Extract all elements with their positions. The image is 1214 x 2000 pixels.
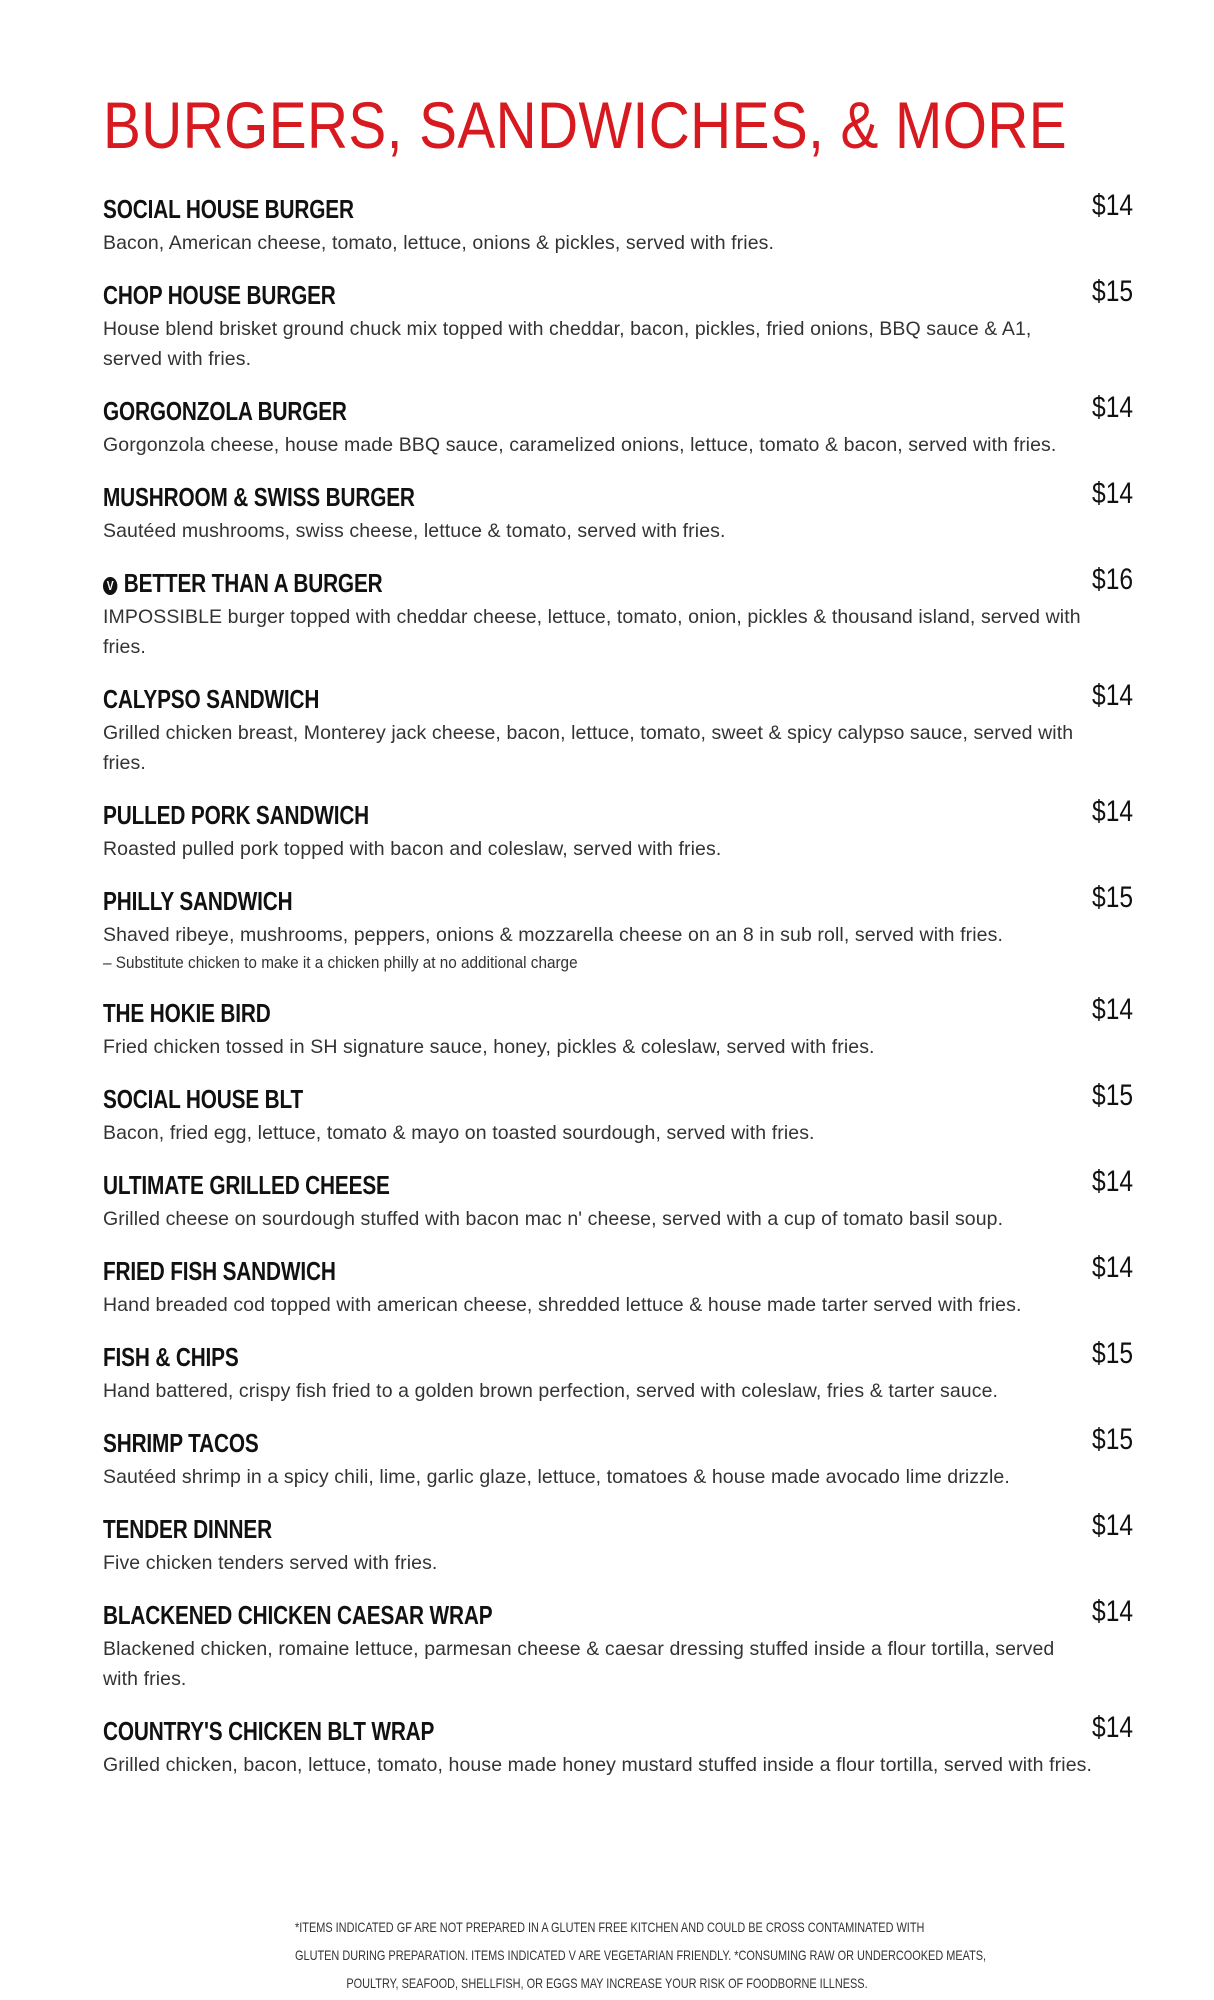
menu-item-name-text: FISH & CHIPS [103,1342,239,1372]
menu-item-price: $15 [1091,1423,1133,1456]
menu-item-price: $16 [1091,563,1133,596]
menu-item-header [103,993,1133,1030]
menu-item-header [103,275,1133,312]
menu-item [103,189,1133,258]
menu-item-name [103,1082,303,1116]
menu-item-header [103,1423,1133,1460]
menu-item-description: Blackened chicken, romaine lettuce, parmesan cheese & caesar dressing stuffed inside a flour tortilla, served with fries. [103,1638,1055,1690]
menu-item-price: $14 [1091,1509,1133,1542]
menu-item [103,679,1133,778]
menu-item-price: $15 [1091,275,1133,308]
menu-item-name [103,682,319,716]
footer-line: POULTRY, SEAFOOD, SHELLFISH, OR EGGS MAY INCREASE YOUR RISK OF FOODBORNE ILLNESS. [346,1975,868,1991]
menu-item-name-text: ULTIMATE GRILLED CHEESE [103,1170,390,1200]
footer-disclaimer [207,1913,1007,1997]
menu-item-name-text: SOCIAL HOUSE BURGER [103,194,354,224]
menu-item-name [103,1340,239,1374]
footer-line: GLUTEN DURING PREPARATION. ITEMS INDICATED V ARE VEGETARIAN FRIENDLY. *CONSUMING RAW OR UNDERCOOKED MEATS, [295,1947,987,1963]
menu-item-description: House blend brisket ground chuck mix topped with cheddar, bacon, pickles, fried onions, BBQ sauce & A1, served with fries. [103,318,1032,370]
menu-item-description: Hand breaded cod topped with american cheese, shredded lettuce & house made tarter served with fries. [103,1294,1022,1316]
menu-item [103,1079,1133,1148]
menu-item-header [103,881,1133,918]
menu-item-name-text: COUNTRY'S CHICKEN BLT WRAP [103,1716,435,1746]
menu-item-description: Grilled cheese on sourdough stuffed with bacon mac n' cheese, served with a cup of tomato basil soup. [103,1208,1004,1230]
menu-item-price: $14 [1091,1251,1133,1284]
menu-item-name [103,480,415,514]
menu-item-header [103,795,1133,832]
menu-item-name [103,798,369,832]
menu-item-description: Grilled chicken, bacon, lettuce, tomato, house made honey mustard stuffed inside a flour tortilla, served with fries. [103,1754,1093,1776]
menu-item-header [103,391,1133,428]
menu-item-price: $15 [1091,1079,1133,1112]
menu-item-name-text: GORGONZOLA BURGER [103,396,347,426]
menu-item [103,1165,1133,1234]
menu-item-description: Shaved ribeye, mushrooms, peppers, onions & mozzarella cheese on an 8 in sub roll, served with fries. [103,924,1003,946]
menu-item-name-text: CHOP HOUSE BURGER [103,280,336,310]
menu-item-name [103,394,347,428]
menu-item-header [103,679,1133,716]
menu-item-description: Sautéed mushrooms, swiss cheese, lettuce & tomato, served with fries. [103,520,726,542]
menu-item-description: Grilled chicken breast, Monterey jack cheese, bacon, lettuce, tomato, sweet & spicy calypso sauce, served with fries. [103,722,1074,774]
menu-item-price: $14 [1091,189,1133,222]
menu-item [103,795,1133,864]
menu-item-header [103,1595,1133,1632]
menu-item-header [103,1711,1133,1748]
menu-item-note: – Substitute chicken to make it a chicken philly at no additional charge [103,953,578,972]
menu-item-name-text: FRIED FISH SANDWICH [103,1256,336,1286]
menu-item [103,993,1133,1062]
menu-item [103,1509,1133,1578]
menu-item [103,275,1133,374]
menu-item-name-text: THE HOKIE BIRD [103,998,271,1028]
menu-item-description: Roasted pulled pork topped with bacon and coleslaw, served with fries. [103,838,722,860]
menu-item-header [103,1337,1133,1374]
menu-item [103,563,1133,662]
menu-item-name-text: SHRIMP TACOS [103,1428,259,1458]
menu-item-price: $14 [1091,391,1133,424]
menu-item-header [103,477,1133,514]
menu-item-name [103,884,292,918]
menu-item-name [103,1254,336,1288]
menu-item-name [103,1598,492,1632]
menu-item-name [103,1714,434,1748]
menu-item-price: $15 [1091,881,1133,914]
menu-item [103,1711,1133,1780]
menu-item-description: Hand battered, crispy fish fried to a golden brown perfection, served with coleslaw, fries & tarter sauce. [103,1380,999,1402]
menu-item-name [103,1426,259,1460]
menu-item-price: $14 [1091,679,1133,712]
menu-item [103,1595,1133,1694]
menu-item-name-text: PHILLY SANDWICH [103,886,293,916]
menu-item-price: $14 [1091,477,1133,510]
menu-item-description: Bacon, American cheese, tomato, lettuce, onions & pickles, served with fries. [103,232,775,254]
menu-section-title: BURGERS, SANDWICHES, & MORE [103,88,1068,162]
menu-item-name [103,192,354,226]
menu-item-name [103,1512,272,1546]
menu-item-header [103,1165,1133,1202]
menu-item-header [103,1079,1133,1116]
menu-item [103,477,1133,546]
menu-item-name [103,1168,390,1202]
menu-item-description: Sautéed shrimp in a spicy chili, lime, garlic glaze, lettuce, tomatoes & house made avocado lime drizzle. [103,1466,1010,1488]
menu-item-price: $14 [1091,993,1133,1026]
menu-item-list [103,189,1133,1800]
menu-item-price: $14 [1091,1165,1133,1198]
menu-item-name-text: BETTER THAN A BURGER [123,568,383,598]
menu-item-name [103,278,336,312]
menu-item-description: Five chicken tenders served with fries. [103,1552,438,1574]
menu-item-price: $14 [1091,1595,1133,1628]
footer-line: *ITEMS INDICATED GF ARE NOT PREPARED IN A GLUTEN FREE KITCHEN AND COULD BE CROSS CONTAMINATED WITH [295,1919,925,1935]
menu-item-description: Gorgonzola cheese, house made BBQ sauce, caramelized onions, lettuce, tomato & bacon, served with fries. [103,434,1057,456]
menu-item [103,881,1133,976]
menu-item-price: $14 [1091,795,1133,828]
menu-item-name-text: CALYPSO SANDWICH [103,684,320,714]
menu-item-header [103,1251,1133,1288]
menu-item-name-text: BLACKENED CHICKEN CAESAR WRAP [103,1600,493,1630]
menu-item-name [103,996,271,1030]
menu-item-header [103,189,1133,226]
menu-item [103,1337,1133,1406]
menu-item-header [103,1509,1133,1546]
menu-item-header [103,563,1133,600]
menu-item [103,391,1133,460]
menu-item [103,1251,1133,1320]
menu-item-name [103,566,383,600]
menu-item-name-text: MUSHROOM & SWISS BURGER [103,482,415,512]
vegetarian-icon: V [103,577,117,595]
menu-item-price: $14 [1091,1711,1133,1744]
menu-item-price: $15 [1091,1337,1133,1370]
menu-item-name-text: PULLED PORK SANDWICH [103,800,370,830]
menu-item-name-text: SOCIAL HOUSE BLT [103,1084,304,1114]
menu-item [103,1423,1133,1492]
menu-item-name-text: TENDER DINNER [103,1514,272,1544]
menu-item-description: IMPOSSIBLE burger topped with cheddar cheese, lettuce, tomato, onion, pickles & thousand island, served with fries. [103,606,1081,658]
menu-item-description: Bacon, fried egg, lettuce, tomato & mayo on toasted sourdough, served with fries. [103,1122,815,1144]
menu-item-description: Fried chicken tossed in SH signature sauce, honey, pickles & coleslaw, served with fries. [103,1036,875,1058]
